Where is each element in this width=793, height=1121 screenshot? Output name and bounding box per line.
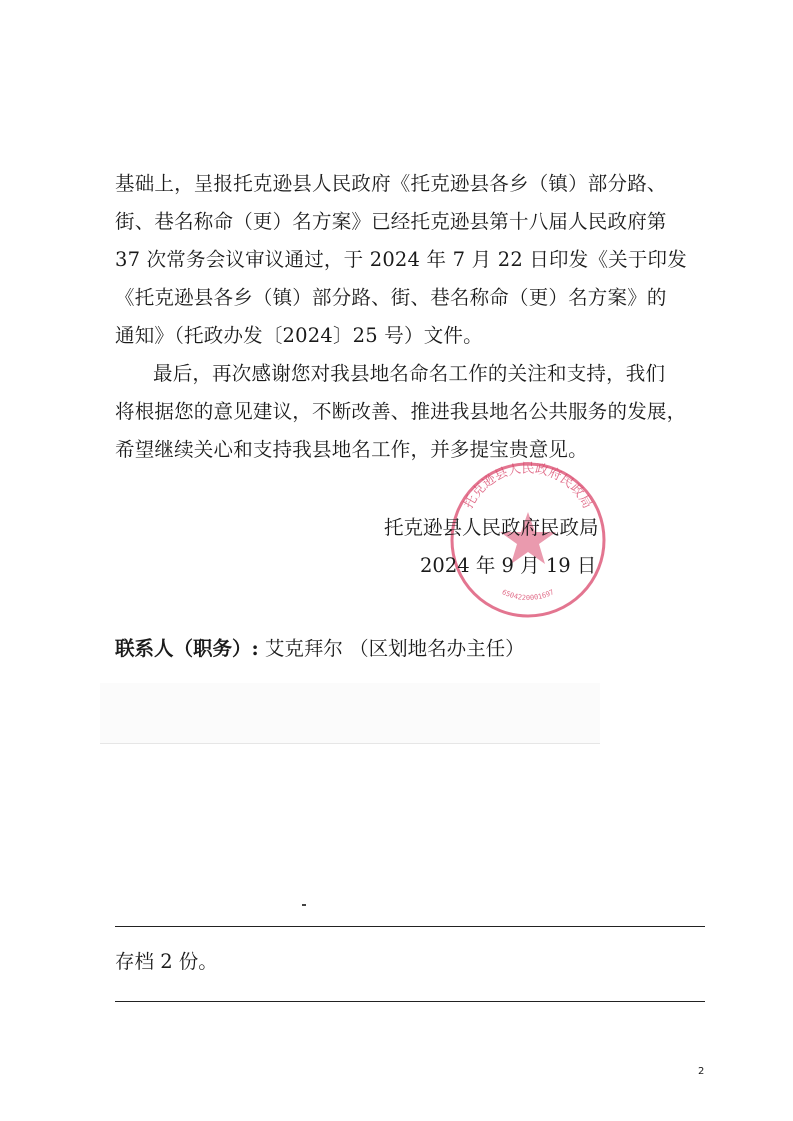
- body-line: 通知》（托政办发〔2024〕25 号）文件。: [115, 324, 483, 347]
- footer-rule-bottom: [115, 1001, 705, 1002]
- contact-label: 联系人（职务）:: [115, 637, 259, 660]
- svg-text:托克逊县人民政府民政局: 托克逊县人民政府民政局: [461, 461, 595, 512]
- official-seal-stamp: [448, 460, 608, 620]
- scan-mark: [302, 904, 306, 906]
- contact-value: 艾克拜尔 （区划地名办主任）: [258, 637, 525, 660]
- svg-text:6504220001697: 6504220001697: [500, 588, 556, 602]
- contact-line: [115, 637, 525, 661]
- body-line: 基础上，呈报托克逊县人民政府《托克逊县各乡（镇）部分路、: [115, 172, 667, 195]
- page-number: 2: [698, 1066, 705, 1077]
- body-line: 街、巷名称命（更）名方案》已经托克逊县第十八届人民政府第: [115, 210, 667, 233]
- signature-date: 2024 年 9 月 19 日: [420, 554, 597, 577]
- archive-note: 存档 2 份。: [115, 950, 218, 973]
- body-line: 希望继续关心和支持我县地名工作，并多提宝贵意见。: [115, 438, 588, 461]
- body-line: 将根据您的意见建议，不断改善、推进我县地名公共服务的发展，: [115, 400, 687, 423]
- footer-rule-top: [115, 926, 705, 927]
- body-line: 37 次常务会议审议通过，于 2024 年 7 月 22 日印发《关于印发: [115, 248, 687, 271]
- signature-organization: 托克逊县人民政府民政局: [384, 516, 599, 539]
- body-line: 最后，再次感谢您对我县地名命名工作的关注和支持，我们: [153, 362, 666, 385]
- redacted-area: [100, 683, 600, 744]
- body-line: 《托克逊县各乡（镇）部分路、街、巷名称命（更）名方案》的: [115, 286, 667, 309]
